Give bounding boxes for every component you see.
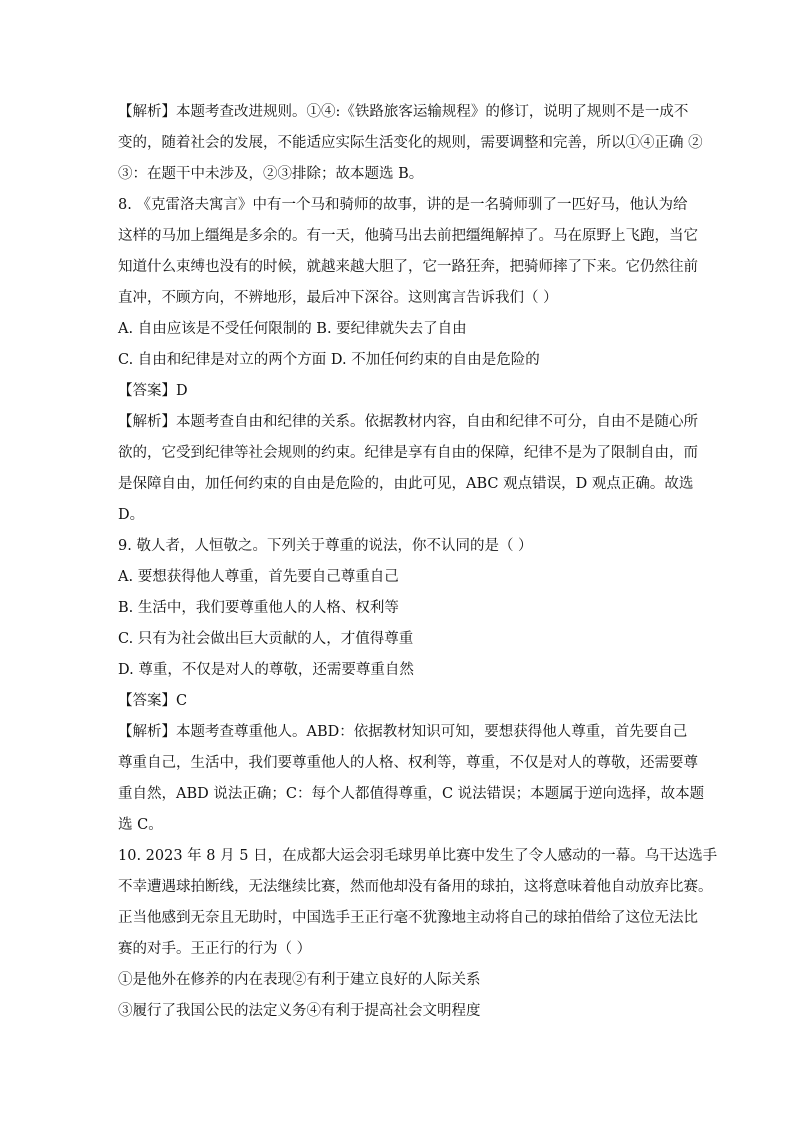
- question-8-options-cd: C. 自由和纪律是对立的两个方面 D. 不加任何约束的自由是危险的: [118, 352, 540, 368]
- analysis-7-line-1: 【解析】本题考查改进规则。①④:《铁路旅客运输规程》的修订，说明了规则不是一成不: [118, 104, 689, 120]
- question-9-option-c: C. 只有为社会做出巨大贡献的人，才值得尊重: [118, 631, 414, 647]
- analysis-9-line-2: 尊重自己，生活中，我们要尊重他人的人格、权利等，尊重，不仅是对人的尊敬，还需要尊: [118, 755, 698, 771]
- question-8-line-4: 直冲，不顾方向，不辨地形，最后冲下深谷。这则寓言告诉我们（ ）: [118, 290, 558, 306]
- question-10-line-4: 赛的对手。王正行的行为（ ）: [118, 941, 312, 957]
- question-10-line-2: 不幸遭遇球拍断线，无法继续比赛，然而他却没有备用的球拍，这将意味着他自动放弃比赛。: [118, 879, 713, 895]
- analysis-8-line-1: 【解析】本题考查自由和纪律的关系。依据教材内容，自由和纪律不可分，自由不是随心所: [118, 414, 698, 430]
- question-9-stem: 9. 敬人者，人恒敬之。下列关于尊重的说法，你不认同的是（ ）: [118, 538, 533, 554]
- analysis-9-line-4: 选 C。: [118, 817, 163, 833]
- question-10-choices-1-2: ①是他外在修养的内在表现②有利于建立良好的人际关系: [118, 972, 481, 988]
- analysis-9-line-3: 重自然，ABD 说法正确；C：每个人都值得尊重，C 说法错误；本题属于逆向选择，故本题: [118, 786, 705, 802]
- analysis-8-line-4: D。: [118, 507, 145, 523]
- question-9-answer: 【答案】C: [118, 693, 188, 709]
- question-8-line-1: 8. 《克雷洛夫寓言》中有一个马和骑师的故事，讲的是一名骑师驯了一匹好马，他认为给: [118, 197, 688, 213]
- question-8-line-2: 这样的马加上缰绳是多余的。有一天，他骑马出去前把缰绳解掉了。马在原野上飞跑，当它: [118, 228, 698, 244]
- question-8-answer: 【答案】D: [118, 383, 188, 399]
- question-9-option-a: A. 要想获得他人尊重，首先要自己尊重自己: [118, 569, 399, 585]
- question-9-option-b: B. 生活中，我们要尊重他人的人格、权利等: [118, 600, 399, 616]
- analysis-8-line-2: 欲的，它受到纪律等社会规则的约束。纪律是享有自由的保障，纪律不是为了限制自由，而: [118, 445, 698, 461]
- question-8-line-3: 知道什么束缚也没有的时候，就越来越大胆了，它一路狂奔，把骑师摔了下来。它仍然往前: [118, 259, 698, 275]
- question-10-line-1: 10. 2023 年 8 月 5 日，在成都大运会羽毛球男单比赛中发生了令人感动的一幕。乌干达选手: [118, 848, 718, 864]
- question-10-choices-3-4: ③履行了我国公民的法定义务④有利于提高社会文明程度: [118, 1003, 481, 1019]
- question-9-option-d: D. 尊重，不仅是对人的尊敬，还需要尊重自然: [118, 662, 414, 678]
- question-8-options-ab: A. 自由应该是不受任何限制的 B. 要纪律就失去了自由: [118, 321, 467, 337]
- analysis-9-line-1: 【解析】本题考查尊重他人。ABD：依据教材知识可知，要想获得他人尊重，首先要自己: [118, 724, 688, 740]
- question-10-line-3: 正当他感到无奈且无助时，中国选手王正行毫不犹豫地主动将自己的球拍借给了这位无法比: [118, 910, 698, 926]
- analysis-7-line-2: 变的，随着社会的发展，不能适应实际生活变化的规则，需要调整和完善，所以①④正确 ②: [118, 135, 703, 151]
- analysis-8-line-3: 是保障自由，加任何约束的自由是危险的，由此可见，ABC 观点错误，D 观点正确。故选: [118, 476, 694, 492]
- analysis-7-line-3: ③：在题干中未涉及，②③排除；故本题选 B。: [118, 166, 424, 182]
